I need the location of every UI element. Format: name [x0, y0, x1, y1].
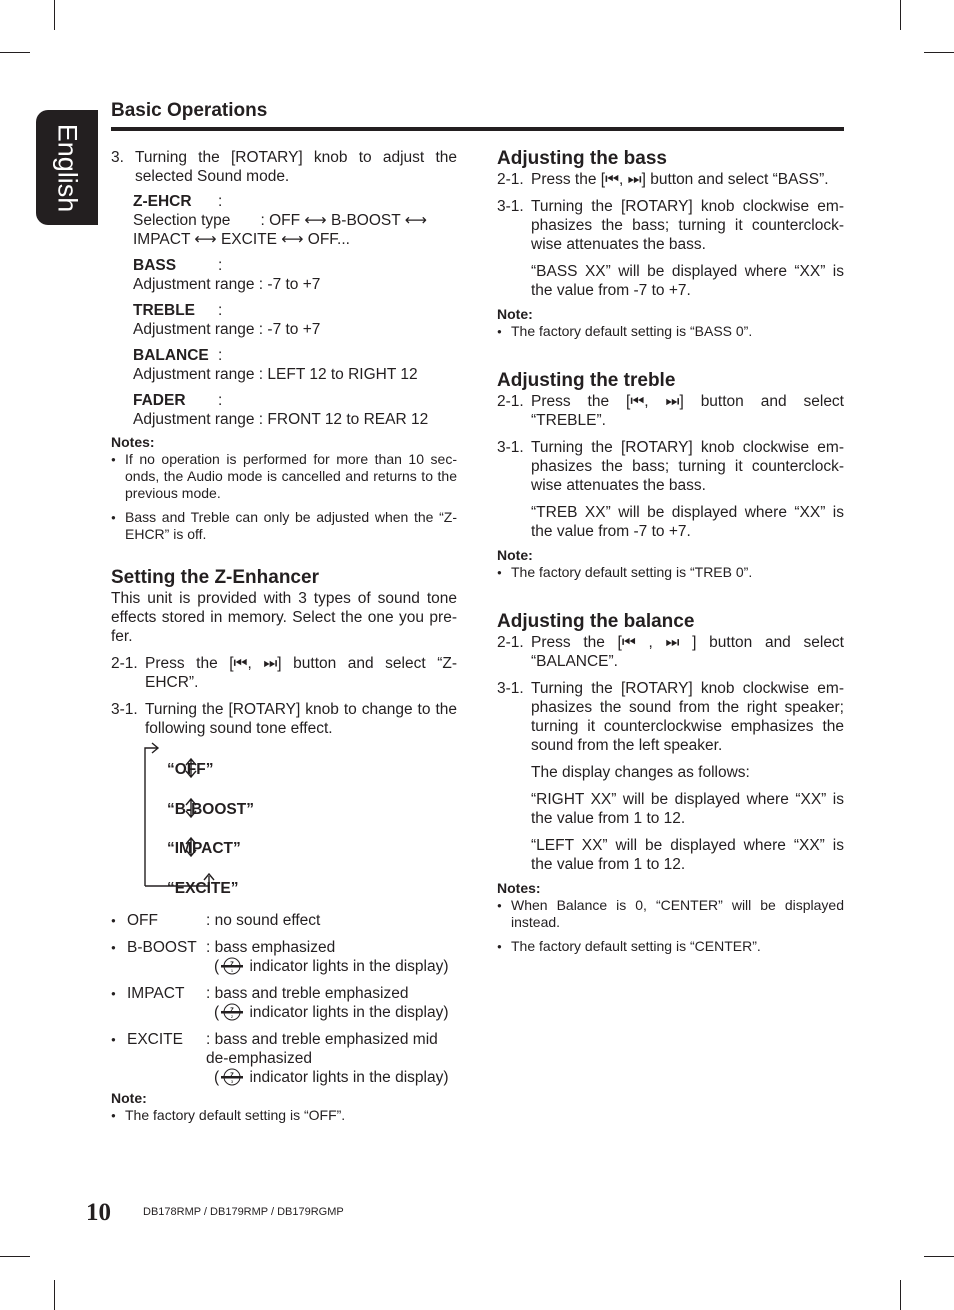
effect-impact: “IMPACT”	[167, 840, 241, 857]
balance-step-3	[497, 679, 844, 755]
sound-mode-item	[133, 391, 457, 429]
bass-title: Adjusting the bass	[497, 148, 667, 169]
effect-item	[111, 938, 457, 976]
crop-mark	[924, 1256, 954, 1257]
step-3	[111, 148, 457, 186]
bass-note-heading: Note:	[497, 306, 533, 322]
zenhancer-title: Setting the Z-Enhancer	[111, 567, 319, 588]
sound-mode-detail: Adjustment range : FRONT 12 to REAR 12	[133, 411, 429, 428]
page-number: 10	[86, 1199, 111, 1226]
balance-step-2-text: Press the [⏮ , ⏭ ] button and select “BALANCE”.	[531, 634, 844, 670]
indicator-text: indicator lights in the display	[249, 1004, 444, 1021]
treble-note: ● The factory default setting is “TREB 0”.	[497, 564, 844, 581]
effect-list	[111, 911, 457, 1087]
step-number: 3-1.	[497, 680, 524, 697]
zenhancer-step-3-text: Turning the [ROTARY] knob to change to the following sound tone effect.	[145, 701, 457, 737]
model-numbers: DB178RMP / DB179RMP / DB179RGMP	[143, 1206, 344, 1218]
step-number: 2-1.	[111, 655, 138, 672]
effect-description: : bass emphasized	[206, 939, 336, 956]
step-number: 2-1.	[497, 171, 524, 188]
effect-description: : bass and treble emphasized	[206, 985, 409, 1002]
crop-mark	[900, 0, 901, 30]
crop-mark	[54, 1280, 55, 1310]
step-number: 3.	[111, 149, 124, 166]
bass-step-2	[497, 170, 844, 189]
zenhancer-intro: This unit is provided with 3 types of sound tone effects stored in memory. Select the one you pre-fer.	[111, 590, 457, 645]
sound-mode-name: TREBLE	[133, 302, 195, 319]
crop-mark	[0, 1256, 30, 1257]
effect-description: : no sound effect	[206, 912, 321, 929]
sound-mode-colon: :	[218, 302, 223, 319]
sound-mode-heading	[133, 256, 457, 275]
indicator-line: ( 3 indicator lights in the display)	[214, 1069, 449, 1086]
svg-text:3: 3	[231, 1079, 234, 1084]
balance-step-3-text: Turning the [ROTARY] knob clockwise em-phasizes the sound from the right speaker; turning it counterclockwise emphasizes the sound from the left speaker.	[531, 680, 844, 754]
indicator-line: ( 2 indicator lights in the display)	[214, 1004, 449, 1021]
z-enhancer-indicator-icon	[219, 1068, 245, 1086]
effect-off: “OFF”	[167, 761, 214, 778]
sound-mode-detail: Selection type : OFF ⟷ B-BOOST ⟷	[133, 212, 427, 229]
step-number: 3-1.	[111, 701, 138, 718]
balance-changes-text: The display changes as follows:	[531, 764, 750, 781]
zenhancer-step-2	[111, 654, 457, 692]
step-3-text: Turning the [ROTARY] knob to adjust the selected Sound mode.	[135, 149, 457, 185]
crop-mark	[0, 52, 30, 53]
treble-step-2	[497, 392, 844, 430]
svg-text:2: 2	[231, 1014, 234, 1019]
language-label: English	[52, 123, 83, 212]
sound-mode-detail: Adjustment range : -7 to +7	[133, 276, 321, 293]
sound-mode-colon: :	[218, 193, 223, 210]
sound-mode-detail: IMPACT ⟷ EXCITE ⟷ OFF...	[133, 231, 350, 248]
indicator-text: indicator lights in the display	[249, 958, 444, 975]
balance-right-display: “RIGHT XX” will be displayed where “XX” is the value from 1 to 12.	[531, 791, 844, 827]
loop-line	[145, 748, 157, 886]
balance-title: Adjusting the balance	[497, 611, 695, 632]
crop-mark	[900, 1280, 901, 1310]
zenhancer-step-3	[111, 700, 457, 738]
note-item: ● The factory default setting is “OFF”.	[111, 1107, 457, 1124]
sound-mode-colon: :	[218, 257, 223, 274]
step-number: 2-1.	[497, 634, 524, 651]
balance-left-display: “LEFT XX” will be displayed where “XX” is the value from 1 to 12.	[531, 837, 844, 873]
language-tab	[36, 110, 98, 225]
sound-mode-item	[133, 192, 457, 249]
left-column	[111, 148, 457, 1124]
balance-note: ● The factory default setting is “CENTER”.	[497, 938, 844, 955]
effect-name: ● EXCITE	[127, 1031, 183, 1048]
sound-mode-colon: :	[218, 347, 223, 364]
sound-mode-name: Z-EHCR	[133, 193, 192, 210]
effect-name: ● IMPACT	[127, 985, 185, 1002]
balance-note: ● When Balance is 0, “CENTER” will be displayed instead.	[497, 897, 844, 931]
indicator-text: indicator lights in the display	[249, 1069, 444, 1086]
note-heading: Note:	[111, 1090, 147, 1106]
bass-note: ● The factory default setting is “BASS 0”.	[497, 323, 844, 340]
step-number: 2-1.	[497, 393, 524, 410]
sound-mode-name: BASS	[133, 257, 177, 274]
bass-step-3-text: Turning the [ROTARY] knob clockwise em-phasizes the bass; turning it counterclock-wise attenuates the bass.	[531, 198, 844, 253]
sound-mode-item	[133, 301, 457, 339]
sound-mode-detail: Adjustment range : -7 to +7	[133, 321, 321, 338]
effect-item	[111, 1030, 457, 1087]
svg-text:1: 1	[231, 968, 234, 973]
sound-mode-name: BALANCE	[133, 347, 209, 364]
effect-item	[111, 911, 457, 930]
treble-step-2-text: Press the [⏮, ⏭] button and select “TREBLE”.	[531, 393, 844, 429]
sound-mode-colon: :	[218, 392, 223, 409]
section-title: Basic Operations	[111, 100, 268, 121]
notes-heading: Notes:	[111, 434, 155, 450]
balance-notes-heading: Notes:	[497, 880, 541, 896]
sound-mode-detail: Adjustment range : LEFT 12 to RIGHT 12	[133, 366, 418, 383]
sound-mode-name: FADER	[133, 392, 186, 409]
bass-display-text: “BASS XX” will be displayed where “XX” is the value from -7 to +7.	[531, 263, 844, 299]
section-rule	[111, 127, 844, 131]
note-item: ● If no operation is performed for more than 10 sec-onds, the Audio mode is cancelled and returns to the previous mode.	[111, 451, 457, 502]
sound-mode-heading	[133, 192, 457, 211]
sound-mode-item	[133, 346, 457, 384]
effect-name: ● OFF	[127, 912, 158, 929]
sound-mode-item	[133, 256, 457, 294]
effect-cycle-diagram	[111, 738, 457, 898]
indicator-line: ( 1 indicator lights in the display)	[214, 958, 449, 975]
step-number: 3-1.	[497, 198, 524, 215]
crop-mark	[924, 52, 954, 53]
effect-name: ● B-BOOST	[127, 939, 197, 956]
sound-mode-list	[111, 192, 457, 429]
effect-excite: “EXCITE”	[167, 880, 239, 897]
crop-mark	[54, 0, 55, 30]
sound-mode-heading	[133, 346, 457, 365]
zenhancer-step-2-text: Press the [⏮, ⏭] button and select “Z-EHCR”.	[145, 655, 457, 691]
effect-description: : bass and treble emphasized mid de-emphasized	[206, 1031, 438, 1067]
bass-step-2-text: Press the [⏮, ⏭] button and select “BASS”.	[531, 171, 829, 188]
treble-title: Adjusting the treble	[497, 370, 676, 391]
z-enhancer-indicator-icon	[219, 1003, 245, 1021]
sound-mode-heading	[133, 301, 457, 320]
sound-mode-heading	[133, 391, 457, 410]
balance-step-2	[497, 633, 844, 671]
step-number: 3-1.	[497, 439, 524, 456]
bass-step-3	[497, 197, 844, 254]
note-item: ● Bass and Treble can only be adjusted when the “Z-EHCR” is off.	[111, 509, 457, 543]
effect-item	[111, 984, 457, 1022]
treble-step-3	[497, 438, 844, 495]
effect-b-boost: “B-BOOST”	[167, 801, 254, 818]
treble-step-3-text: Turning the [ROTARY] knob clockwise em-phasizes the bass; turning it counterclock-wise attenuates the bass.	[531, 439, 844, 494]
treble-note-heading: Note:	[497, 547, 533, 563]
treble-display-text: “TREB XX” will be displayed where “XX” is the value from -7 to +7.	[531, 504, 844, 540]
z-enhancer-indicator-icon	[219, 957, 245, 975]
right-column	[497, 148, 844, 955]
